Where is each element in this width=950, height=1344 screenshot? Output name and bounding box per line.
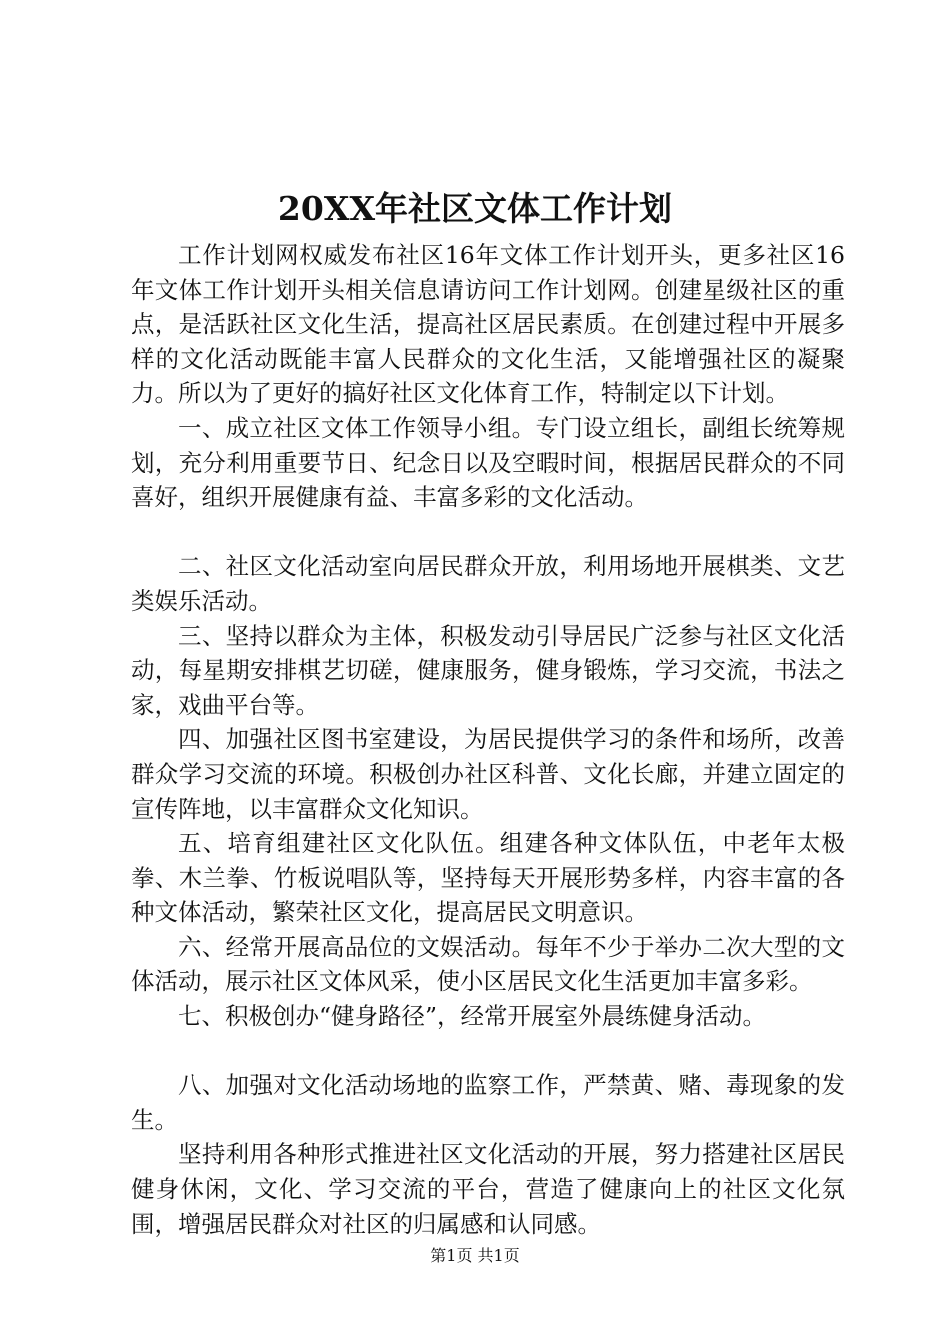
paragraph-item-8: 八、加强对文化活动场地的监察工作，严禁黄、赌、毒现象的发生。 xyxy=(131,1071,845,1134)
paragraph-conclusion: 坚持利用各种形式推进社区文化活动的开展，努力搭建社区居民健身休闲，文化、学习交流的平台，营造了健康向上的社区文化氛围，增强居民群众对社区的归属感和认同感。 xyxy=(131,1140,845,1238)
page-number-footer: 第1页 共1页 xyxy=(430,1246,520,1265)
paragraph-item-7: 七、积极创办“健身路径”，经常开展室外晨练健身活动。 xyxy=(178,1002,767,1031)
paragraph-item-2: 二、社区文化活动室向居民群众开放，利用场地开展棋类、文艺类娱乐活动。 xyxy=(131,552,845,615)
paragraph-item-1: 一、成立社区文体工作领导小组。专门设立组长，副组长统筹规划，充分利用重要节日、纪念日以及空暇时间，根据居民群众的不同喜好，组织开展健康有益、丰富多彩的文化活动。 xyxy=(131,413,845,512)
document-body xyxy=(131,238,845,1241)
paragraph-spacer xyxy=(131,1034,845,1069)
paragraph-item-3: 三、坚持以群众为主体，积极发动引导居民广泛参与社区文化活动，每星期安排棋艺切磋，健康服务，健身锻炼，学习交流，书法之家，戏曲平台等。 xyxy=(131,621,845,719)
paragraph-intro: 工作计划网权威发布社区16年文体工作计划开头，更多社区16年文体工作计划开头相关信息请访问工作计划网。创建星级社区的重点，是活跃社区文化生活，提高社区居民素质。在创建过程中开展多样的文化活动既能丰富人民群众的文化生活，又能增强社区的凝聚力。所以为了更好的搞好社区文化体育工作，特制定以下计划。 xyxy=(131,241,845,408)
document-title: 20XX年社区文体工作计划 xyxy=(277,189,673,228)
paragraph-item-4: 四、加强社区图书室建设，为居民提供学习的条件和场所，改善群众学习交流的环境。积极创办社区科普、文化长廊，并建立固定的宣传阵地，以丰富群众文化知识。 xyxy=(131,725,845,823)
paragraph-item-6: 六、经常开展高品位的文娱活动。每年不少于举办二次大型的文体活动，展示社区文体风采，使小区居民文化生活更加丰富多彩。 xyxy=(131,932,845,996)
paragraph-spacer xyxy=(131,515,845,550)
paragraph-item-5: 五、培育组建社区文化队伍。组建各种文体队伍，中老年太极拳、木兰拳、竹板说唱队等，坚持每天开展形势多样，内容丰富的各种文体活动，繁荣社区文化，提高居民文明意识。 xyxy=(131,829,845,927)
